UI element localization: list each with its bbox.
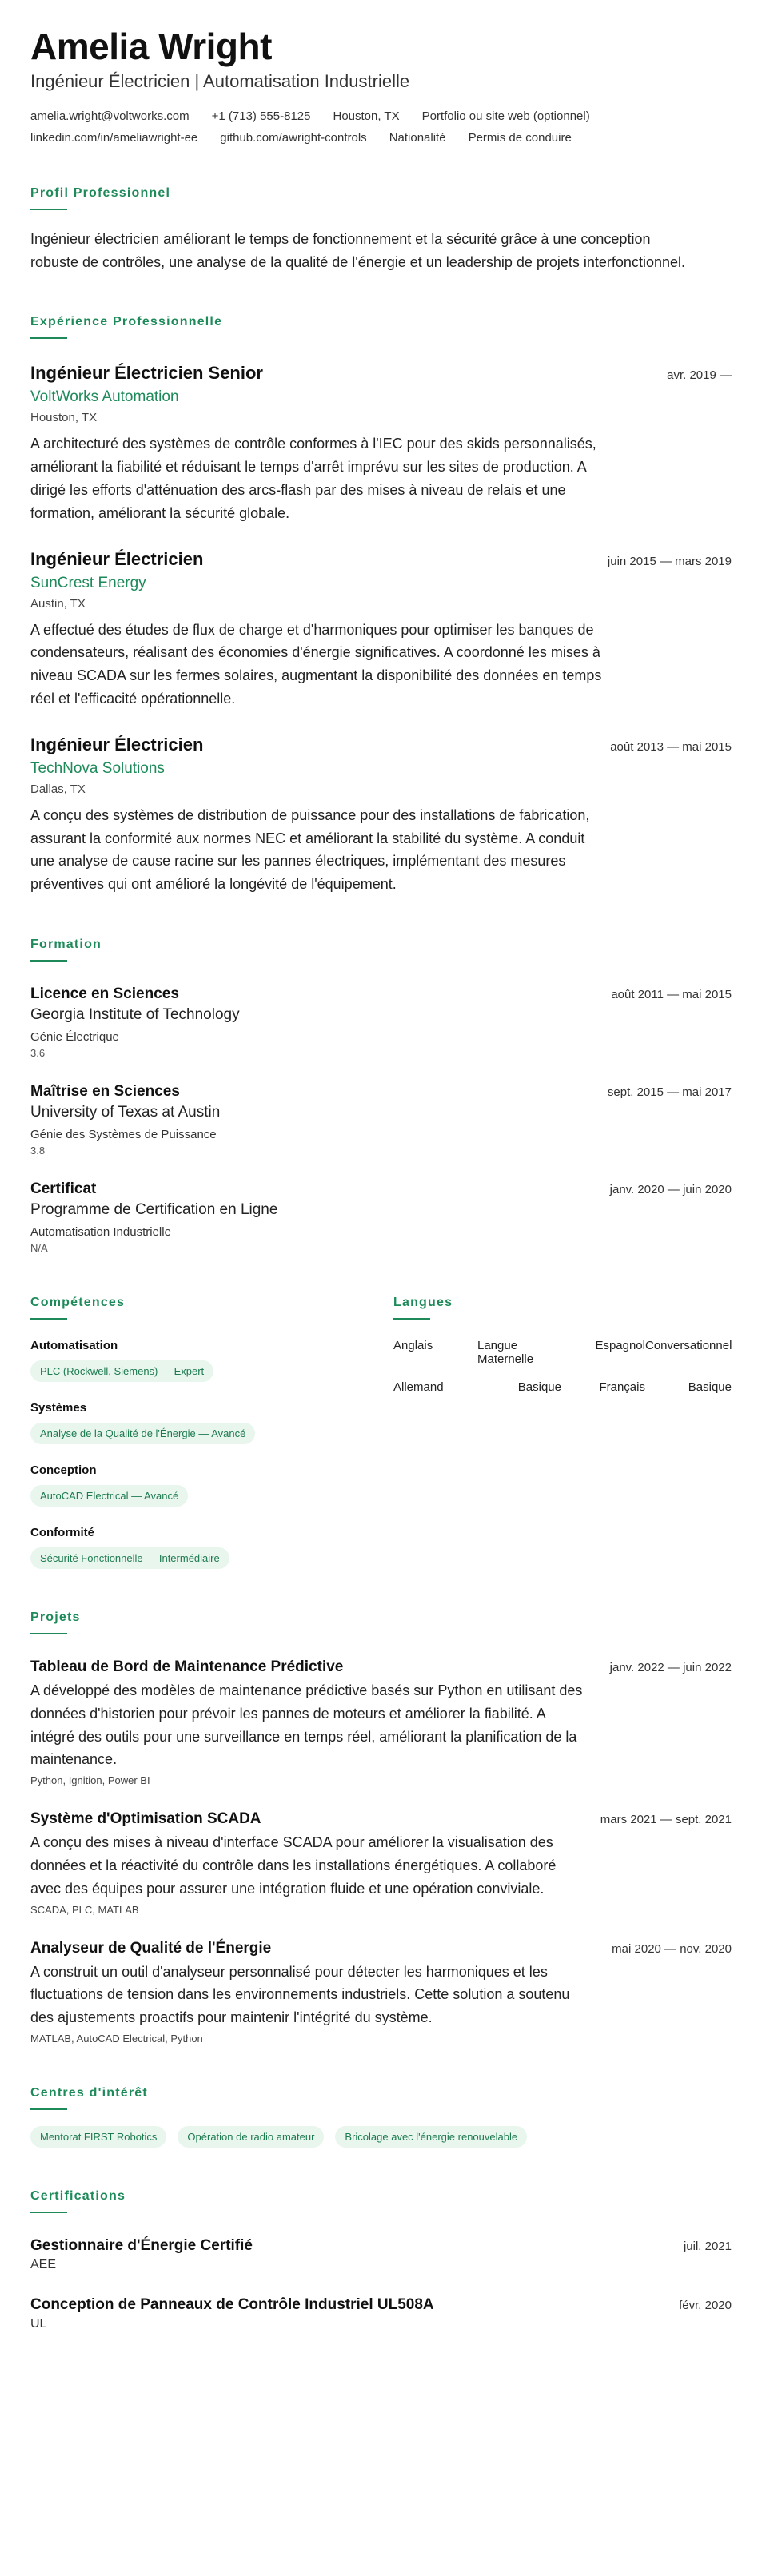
cert-date: févr. 2020	[679, 2299, 732, 2313]
project-entry	[30, 1658, 732, 1786]
job-description: A conçu des systèmes de distribution de puissance pour des installations de fabrication, assurant la conformité aux normes NEC et améliorant la stabilité du système. A conduit une analyse de cause racine sur les pannes électriques, implémentant des mesures préventives qui ont amélioré la longévité de l'équipement.	[30, 806, 590, 893]
section-title: Projets	[30, 1610, 81, 1625]
contact-nationality: Nationalité	[389, 130, 446, 145]
edu-dates: août 2011 — mai 2015	[611, 988, 732, 1002]
skills-section	[30, 1296, 393, 1569]
job-company: TechNova Solutions	[30, 759, 165, 777]
skill-tag: Sécurité Fonctionnelle — Intermédiaire	[30, 1547, 229, 1569]
interest-list	[30, 2126, 732, 2148]
section-divider	[30, 1318, 67, 1320]
project-entry	[30, 1940, 732, 2044]
project-name: Système d'Optimisation SCADA	[30, 1810, 261, 1828]
interest-tag: Mentorat FIRST Robotics	[30, 2126, 166, 2148]
contact-location: Houston, TX	[333, 109, 400, 123]
section-title: Compétences	[30, 1296, 126, 1310]
edu-field: Génie Électrique	[30, 1030, 119, 1045]
interests-section	[30, 2086, 732, 2148]
skills-languages-row	[30, 1296, 732, 1569]
job-company: SunCrest Energy	[30, 574, 146, 591]
job-dates: août 2013 — mai 2015	[610, 739, 732, 754]
section-title: Centres d'intérêt	[30, 2086, 148, 2100]
certifications-section	[30, 2189, 732, 2331]
skill-group	[30, 1401, 393, 1444]
job-title: Ingénieur Électricien	[30, 734, 204, 754]
language-name: Allemand	[393, 1380, 444, 1395]
skill-group	[30, 1526, 393, 1569]
interest-tag: Bricolage avec l'énergie renouvelable	[335, 2126, 527, 2148]
project-dates: mai 2020 — nov. 2020	[612, 1941, 732, 1956]
job-location: Austin, TX	[30, 596, 86, 611]
section-title: Formation	[30, 938, 102, 952]
education-entry	[30, 1083, 732, 1157]
resume-header	[30, 26, 732, 145]
section-title: Certifications	[30, 2189, 126, 2204]
edu-degree: Maîtrise en Sciences	[30, 1083, 180, 1101]
section-title: Langues	[393, 1296, 453, 1310]
job-description: A architecturé des systèmes de contrôle conformes à l'IEC pour des skids personnalisés, améliorant la fiabilité et réduisant le temps d'arrêt imprévu sur les sites de production. A dirigé les efforts d'atténuation des arcs-flash par des mises à niveau de relais et une formation, améliorant la sécurité globale.	[30, 436, 596, 521]
section-divider	[30, 337, 67, 339]
projects-section	[30, 1610, 732, 2044]
section-divider	[30, 209, 67, 210]
project-tech: MATLAB, AutoCAD Electrical, Python	[30, 2033, 203, 2045]
section-divider	[30, 1633, 67, 1634]
language-list	[393, 1339, 732, 1394]
education-entry	[30, 985, 732, 1059]
cert-issuer: AEE	[30, 2258, 57, 2272]
contact-phone[interactable]: +1 (713) 555-8125	[211, 109, 311, 123]
edu-degree: Certificat	[30, 1181, 97, 1198]
cert-issuer: UL	[30, 2317, 47, 2331]
contact-license: Permis de conduire	[468, 130, 572, 145]
edu-gpa: 3.6	[30, 1047, 46, 1060]
section-divider	[393, 1318, 430, 1320]
language-level: Basique	[688, 1380, 732, 1395]
section-divider	[30, 960, 67, 962]
edu-field: Automatisation Industrielle	[30, 1225, 171, 1240]
job-title: Ingénieur Électricien Senior	[30, 363, 263, 384]
cert-name: Gestionnaire d'Énergie Certifié	[30, 2237, 253, 2255]
certification-entry	[30, 2237, 732, 2272]
skill-group-name: Conception	[30, 1463, 97, 1478]
candidate-name: Amelia Wright	[30, 26, 272, 67]
project-tech: SCADA, PLC, MATLAB	[30, 1903, 139, 1916]
edu-dates: janv. 2020 — juin 2020	[609, 1183, 732, 1197]
contact-email[interactable]: amelia.wright@voltworks.com	[30, 109, 190, 123]
cert-date: juil. 2021	[683, 2240, 732, 2254]
skill-tag: Analyse de la Qualité de l'Énergie — Avancé	[30, 1423, 255, 1444]
skill-group	[30, 1463, 393, 1507]
job-company: VoltWorks Automation	[30, 388, 179, 406]
skill-group	[30, 1339, 393, 1382]
job-entry	[30, 549, 732, 711]
contact-linkedin[interactable]: linkedin.com/in/ameliawright-ee	[30, 130, 198, 145]
summary-text: Ingénieur électricien améliorant le temps de fonctionnement et la sécurité grâce à une conception robuste de contrôles, une analyse de la qualité de l'énergie et un leadership de projets interfonctionnel.	[30, 230, 685, 270]
project-dates: janv. 2022 — juin 2022	[609, 1661, 732, 1675]
project-description: A construit un outil d'analyseur personnalisé pour détecter les harmoniques et les fluctuations de tension dans les environnements industriels. Cette solution a soutenu des ajustements proactifs pour maintenir l'intégrité du système.	[30, 1963, 570, 2026]
edu-school: University of Texas at Austin	[30, 1104, 221, 1121]
edu-degree: Licence en Sciences	[30, 985, 179, 1003]
project-name: Analyseur de Qualité de l'Énergie	[30, 1939, 272, 1957]
language-level: Basique	[517, 1380, 561, 1395]
language-name: Espagnol	[595, 1339, 645, 1353]
job-dates: avr. 2019 —	[667, 368, 732, 383]
job-title: Ingénieur Électricien	[30, 548, 204, 569]
section-divider	[30, 2212, 67, 2213]
edu-dates: sept. 2015 — mai 2017	[607, 1085, 732, 1100]
languages-section	[393, 1296, 732, 1569]
project-tech: Python, Ignition, Power BI	[30, 1774, 150, 1787]
job-location: Dallas, TX	[30, 782, 86, 796]
contact-list	[30, 109, 732, 145]
skill-group-name: Conformité	[30, 1526, 94, 1540]
job-location: Houston, TX	[30, 411, 98, 425]
edu-gpa: 3.8	[30, 1145, 46, 1157]
language-level: Conversationnel	[645, 1339, 732, 1353]
skill-tag: PLC (Rockwell, Siemens) — Expert	[30, 1360, 213, 1382]
section-title: Expérience Professionnelle	[30, 315, 223, 329]
summary-section	[30, 186, 732, 274]
edu-school: Georgia Institute of Technology	[30, 1006, 240, 1024]
interest-tag: Opération de radio amateur	[178, 2126, 324, 2148]
language-name: Anglais	[393, 1339, 433, 1353]
candidate-headline: Ingénieur Électricien | Automatisation Industrielle	[30, 70, 410, 91]
section-title: Profil Professionnel	[30, 185, 171, 200]
edu-school: Programme de Certification en Ligne	[30, 1201, 278, 1219]
job-dates: juin 2015 — mars 2019	[607, 554, 732, 568]
job-entry	[30, 735, 732, 896]
certification-entry	[30, 2296, 732, 2331]
skill-tag: AutoCAD Electrical — Avancé	[30, 1485, 188, 1507]
project-description: A conçu des mises à niveau d'interface SCADA pour améliorer la visualisation des données et la réactivité du contrôle dans les installations énergétiques. A collaboré avec des équipes pour assurer une intégration fluide et une opération conviviale.	[30, 1834, 557, 1897]
project-name: Tableau de Bord de Maintenance Prédictive	[30, 1658, 344, 1676]
job-entry	[30, 363, 732, 524]
section-divider	[30, 2108, 67, 2110]
experience-section	[30, 315, 732, 896]
job-description: A effectué des études de flux de charge et d'harmoniques pour optimiser les banques de condensateurs, réalisant des économies d'énergie significatives. A coordonné les mises à niveau SCADA sur les fermes solaires, augmentant la disponibilité des données en temps réel et l'efficacité opérationnelle.	[30, 621, 602, 707]
skill-group-name: Systèmes	[30, 1401, 87, 1415]
contact-github[interactable]: github.com/awright-controls	[220, 130, 367, 145]
project-description: A développé des modèles de maintenance prédictive basés sur Python en utilisant des données d'historien pour prévoir les pannes de moteurs et améliorer la fiabilité. A intégré des outils pour une surveillance en temps réel, améliorant la planification de la maintenance.	[30, 1682, 583, 1768]
education-entry	[30, 1181, 732, 1254]
cert-name: Conception de Panneaux de Contrôle Industriel UL508A	[30, 2296, 434, 2314]
project-dates: mars 2021 — sept. 2021	[600, 1813, 732, 1827]
project-entry	[30, 1810, 732, 1915]
edu-field: Génie des Systèmes de Puissance	[30, 1128, 217, 1142]
contact-website[interactable]: Portfolio ou site web (optionnel)	[421, 109, 590, 123]
edu-gpa: N/A	[30, 1242, 48, 1255]
education-section	[30, 938, 732, 1254]
skill-group-name: Automatisation	[30, 1339, 118, 1353]
language-level: Langue Maternelle	[477, 1339, 534, 1367]
language-name: Français	[599, 1380, 645, 1395]
